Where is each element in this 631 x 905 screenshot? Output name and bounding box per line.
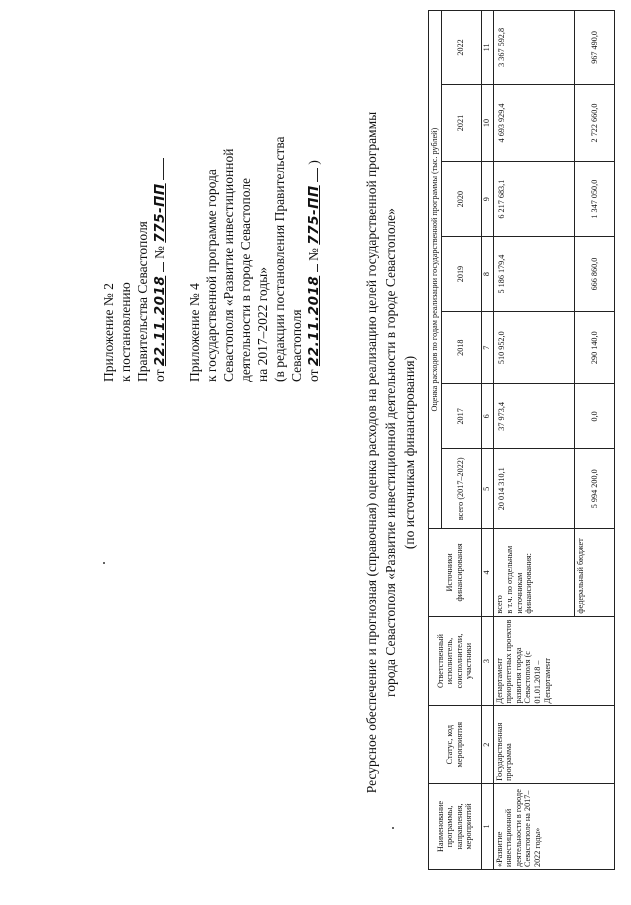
federal-all-years: 5 994 200,0: [575, 449, 614, 529]
total-2022: 3 367 592,8: [493, 11, 575, 85]
source-federal-cell: федеральный бюджет: [575, 529, 614, 616]
program-name-cell: «Развитие инвестиционной деятельности в городе Севастополе на 2017–2022 годы»: [493, 783, 614, 869]
header-estimate-group: Оценка расходов по годам реализации государственной программы (тыс. рублей): [429, 11, 442, 529]
document-title-line3: (по источникам финансирования): [402, 355, 417, 550]
responsible-cell: Департамент приоритетных проектов развития города Севастополя (с 01.01.2018 – Департамент: [493, 616, 614, 706]
appendix-2-line3: Правительства Севастополя: [135, 221, 150, 382]
header-year-2019: 2019: [441, 237, 481, 312]
total-2018: 510 952,0: [493, 312, 575, 384]
appendix-4-line6: (в редакции постановления Правительства: [272, 136, 287, 382]
program-status-cell: Государственная программа: [493, 706, 614, 783]
index-cell: 8: [481, 237, 493, 312]
handwritten-number: 775-ПП: [306, 185, 322, 245]
federal-2017: 0,0: [575, 384, 614, 449]
header-status: Статус, код мероприятия: [429, 706, 482, 783]
source-total-cell: [493, 529, 575, 616]
header-responsible: Ответственный исполнитель, соисполнители, участники: [429, 616, 482, 706]
index-cell: 3: [481, 616, 493, 706]
header-name: Наименование программы, направления, мероприятий: [429, 783, 482, 869]
index-cell: 4: [481, 529, 493, 616]
index-row: [481, 11, 493, 870]
federal-2022: 967 490,0: [575, 11, 614, 85]
appendix-4-date-line: [305, 160, 323, 382]
total-2019: 5 186 179,4: [493, 237, 575, 312]
appendix-2-date-line: [151, 158, 169, 382]
from-label: от: [152, 369, 167, 382]
handwritten-number: 775-ПП: [152, 183, 168, 243]
header-year-2017: 2017: [441, 384, 481, 449]
index-cell: 10: [481, 84, 493, 161]
federal-2019: 666 860,0: [575, 237, 614, 312]
appendix-4-line7: Севастополя: [289, 309, 304, 382]
handwritten-date: 22.11.2018: [306, 275, 322, 367]
index-cell: 5: [481, 449, 493, 529]
header-row-1: [429, 11, 442, 870]
total-2020: 6 217 683,1: [493, 162, 575, 237]
header-year-2018: 2018: [441, 312, 481, 384]
index-cell: 1: [481, 783, 493, 869]
document-title-line1: Ресурсное обеспечение и прогнозная (справочная) оценка расходов на реализацию целей государственной программы: [364, 111, 379, 794]
header-total: всего (2017–2022): [441, 449, 481, 529]
table-row-total: [493, 11, 575, 870]
header-year-2022: 2022: [441, 11, 481, 85]
index-cell: 6: [481, 384, 493, 449]
total-2021: 4 693 929,4: [493, 84, 575, 161]
number-sign: №: [306, 248, 321, 261]
federal-2020: 1 347 050,0: [575, 162, 614, 237]
header-sources: Источники финансирования: [429, 529, 482, 616]
index-cell: 9: [481, 162, 493, 237]
index-cell: 11: [481, 11, 493, 85]
closing-paren: ): [306, 160, 321, 165]
appendix-4-line1: Приложение № 4: [187, 283, 202, 382]
header-year-2021: 2021: [441, 84, 481, 161]
federal-2018: 290 140,0: [575, 312, 614, 384]
source-total-label: всего: [494, 595, 504, 614]
index-cell: 7: [481, 312, 493, 384]
from-label: от: [306, 369, 321, 382]
appendix-2-line1: Приложение № 2: [101, 283, 116, 382]
federal-2021: 2 722 660,0: [575, 84, 614, 161]
total-all-years: 20 014 310,1: [493, 449, 575, 529]
header-year-2020: 2020: [441, 162, 481, 237]
funding-table: [428, 10, 615, 870]
appendix-4-line3: Севастополя «Развитие инвестиционной: [221, 148, 236, 382]
handwritten-date: 22.11.2018: [152, 275, 168, 367]
source-incl-label: в т.ч. по отдельным источникам финансирования:: [505, 545, 534, 614]
total-2017: 37 973,4: [493, 384, 575, 449]
document-title-line2: города Севастополя «Развитие инвестиционной деятельности в городе Севастополе»: [383, 208, 398, 697]
index-cell: 2: [481, 706, 493, 783]
appendix-4-line5: на 2017–2022 годы»: [255, 267, 270, 382]
appendix-2-line2: к постановлению: [118, 282, 133, 382]
number-sign: №: [152, 246, 167, 259]
appendix-4-line4: деятельности в городе Севастополе: [238, 177, 253, 382]
appendix-4-line2: к государственной программе города: [204, 169, 219, 382]
